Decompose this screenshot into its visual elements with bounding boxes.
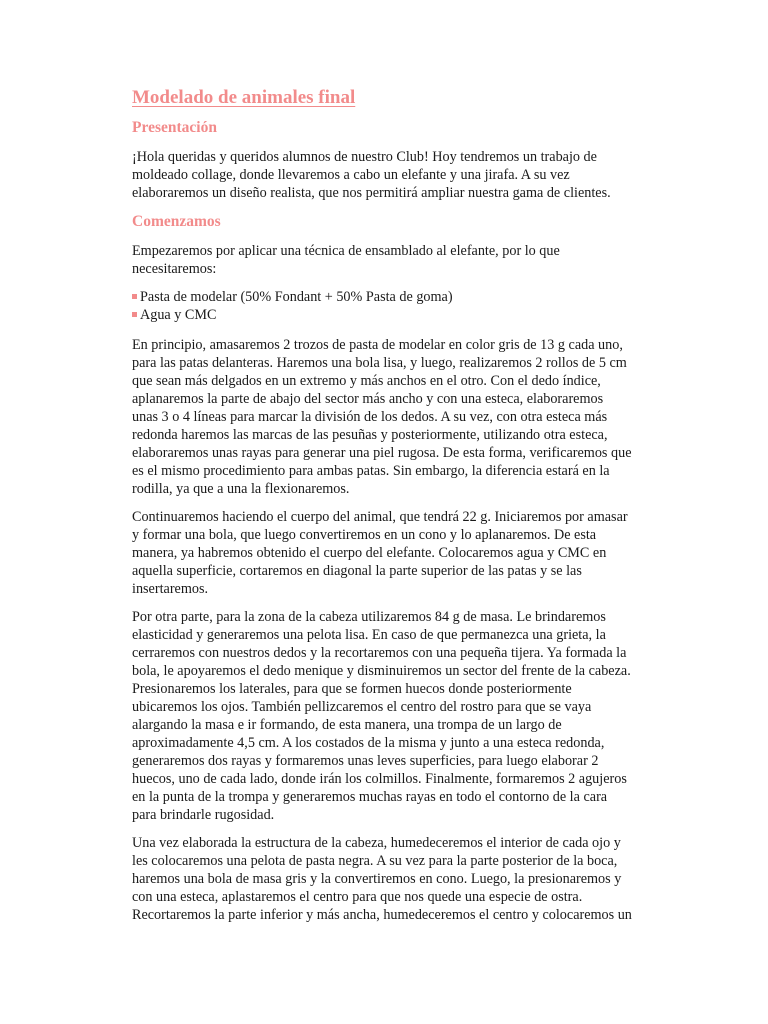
- list-item-text: Pasta de modelar (50% Fondant + 50% Pasta de goma): [140, 289, 453, 305]
- section-heading: Presentación: [132, 119, 217, 136]
- paragraph: ¡Hola queridas y queridos alumnos de nuestro Club! Hoy tendremos un trabajo de moldeado collage, donde llevaremos a cabo un elefante y una jirafa. A su vez elaboraremos un diseño realista, que nos permitirá ampliar nuestra gama de clientes.: [132, 149, 611, 201]
- section-comenzamos: [132, 212, 632, 924]
- paragraph: Por otra parte, para la zona de la cabeza utilizaremos 84 g de masa. Le brindaremos elasticidad y generaremos una pelota lisa. En caso de que permanezca una grieta, la cerraremos con nuestros dedos y la recortaremos con una pequeña tijera. Ya formada la bola, le apoyaremos el dedo menique y disminuiremos un sector del frente de la cabeza. Presionaremos los laterales, para que se formen huecos donde posteriormente ubicaremos los ojos. También pellizcaremos el centro del rostro para que se vaya alargando la masa e ir formando, de esta manera, una trompa de un largo de aproximadamente 4,5 cm. A los costados de la misma y junto a una esteca redonda, generaremos dos rayas y formaremos unas leves superficies, para luego elaborar 2 huecos, uno de cada lado, donde irán los colmillos. Finalmente, formaremos 2 agujeros en la punta de la trompa y generaremos muchas rayas en todo el contorno de la cara para brindarle rugosidad.: [132, 609, 631, 823]
- bullet-square-icon: [132, 312, 137, 317]
- list-item: [132, 306, 632, 324]
- document-page: [132, 86, 632, 934]
- bullet-square-icon: [132, 294, 137, 299]
- list-item: [132, 288, 632, 306]
- paragraph: Empezaremos por aplicar una técnica de ensamblado al elefante, por lo que necesitaremos:: [132, 243, 560, 277]
- section-presentacion: [132, 118, 632, 202]
- paragraph: Continuaremos haciendo el cuerpo del animal, que tendrá 22 g. Iniciaremos por amasar y formar una bola, que luego convertiremos en un cono y lo aplanaremos. De esta manera, ya habremos obtenido el cuerpo del elefante. Colocaremos agua y CMC en aquella superficie, cortaremos en diagonal la parte superior de las patas y se las insertaremos.: [132, 509, 628, 597]
- paragraph: Una vez elaborada la estructura de la cabeza, humedeceremos el interior de cada ojo y les colocaremos una pelota de pasta negra. A su vez para la parte posterior de la boca, haremos una bola de masa gris y la convertiremos en cono. Luego, la presionaremos y con una esteca, aplastaremos el centro para que nos quede una especie de ostra. Recortaremos la parte inferior y más ancha, humedeceremos el centro y colocaremos un: [132, 835, 632, 923]
- materials-list: [132, 288, 632, 324]
- paragraph: En principio, amasaremos 2 trozos de pasta de modelar en color gris de 13 g cada uno, para las patas delanteras. Haremos una bola lisa, y luego, realizaremos 2 rollos de 5 cm que sean más delgados en un extremo y más anchos en el otro. Con el dedo índice, aplanaremos la parte de abajo del sector más ancho y con una esteca, elaboraremos unas 3 o 4 líneas para marcar la división de los dedos. A su vez, con otra esteca más redonda haremos las marcas de las pesuñas y posteriormente, utilizando otra esteca, elaboraremos unas rayas para generar una piel rugosa. De esta forma, verificaremos que es el mismo procedimiento para ambas patas. Sin embargo, la diferencia estará en la rodilla, ya que a una la flexionaremos.: [132, 337, 632, 497]
- list-item-text: Agua y CMC: [140, 307, 217, 323]
- document-title: Modelado de animales final: [132, 87, 356, 108]
- section-heading: Comenzamos: [132, 213, 221, 230]
